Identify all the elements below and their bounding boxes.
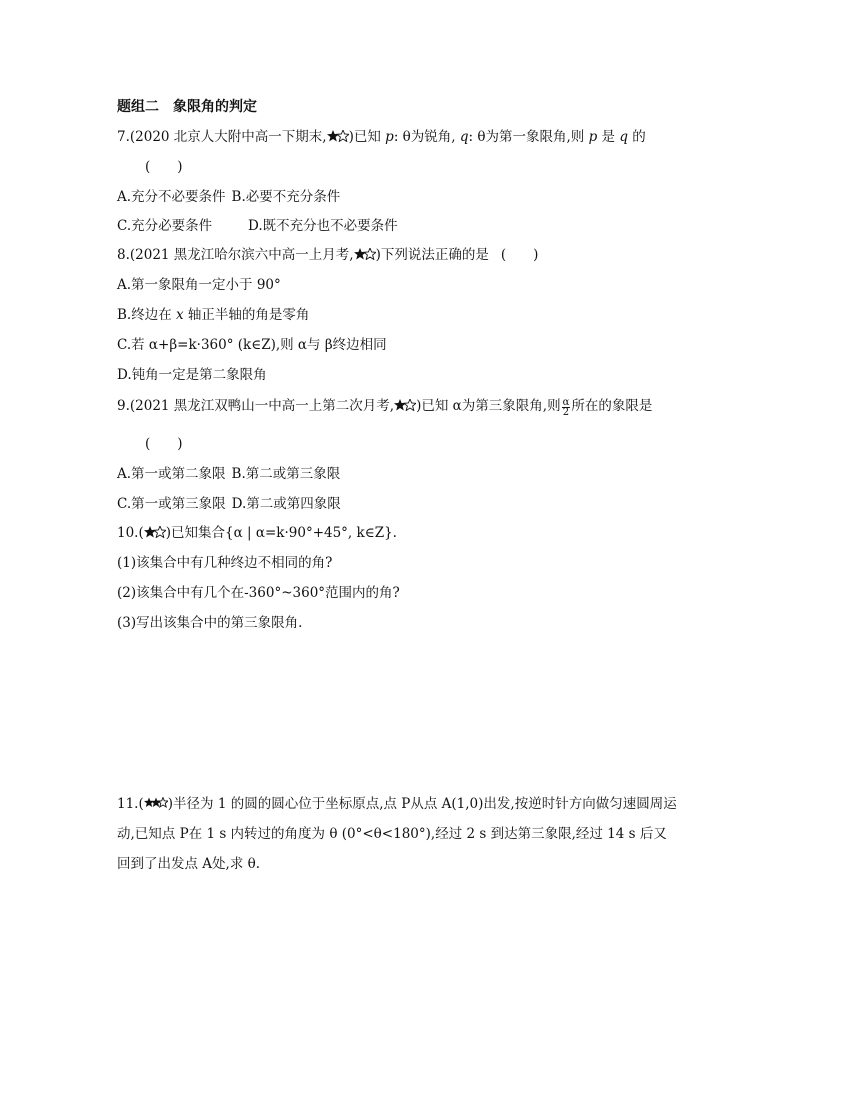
question-7-stem (117, 128, 646, 146)
question-11-line-3: 回到了出发点 A处,求 θ. (117, 856, 261, 872)
question-source: (2020 北京人大附中高一下期末, (129, 129, 327, 145)
question-number: 10. (117, 525, 139, 541)
option-b[interactable]: B.必要不充分条件 (231, 189, 341, 205)
option-b[interactable] (117, 306, 309, 324)
question-number: 9. (117, 398, 130, 414)
stem-text: )半径为 1 的圆的圆心位于坐标原点,点 P从点 A(1,0)出发,按逆时针方向做匀速圆周运 (167, 796, 677, 812)
variable-p: p (385, 129, 394, 145)
variable-p: p (588, 129, 598, 145)
fraction-alpha-over-2 (562, 398, 571, 417)
question-number: 11. (117, 796, 139, 812)
question-10-stem: 10.( )已知集合{α | α=k·90°+45°, k∈Z}. (117, 525, 397, 541)
stem-text: )已知 α为第三象限角,则 (416, 398, 561, 414)
question-number: 7. (117, 129, 130, 145)
fraction-numerator: α (562, 397, 570, 408)
stem-text: 的 (628, 129, 646, 145)
stem-text: 所在的象限是 (571, 398, 653, 414)
answer-blank[interactable]: ( ) (500, 247, 539, 263)
answer-blank[interactable]: ( ) (145, 159, 183, 175)
question-number: 8. (117, 247, 130, 263)
two-star-icon (354, 248, 376, 260)
variable-q: q (459, 129, 469, 145)
variable-x: x (176, 307, 184, 323)
question-9-stem (117, 397, 652, 417)
question-8-stem (117, 246, 538, 264)
option-text: 轴正半轴的角是零角 (183, 307, 310, 323)
sub-question-3: (3)写出该集合中的第三象限角. (117, 615, 303, 631)
two-star-icon (144, 526, 166, 538)
variable-q: q (619, 129, 629, 145)
option-d[interactable]: D.第二或第四象限 (231, 496, 341, 512)
option-text: B.终边在 (117, 307, 177, 323)
option-row (117, 465, 340, 483)
two-star-icon (394, 399, 416, 411)
option-c[interactable]: C.充分必要条件 (117, 218, 213, 234)
stem-text: )已知 (348, 129, 386, 145)
option-a[interactable]: A.第一或第二象限 (117, 466, 226, 482)
option-c[interactable]: C.第一或第三象限 (117, 496, 226, 512)
option-row (117, 188, 340, 206)
question-source: (2021 黑龙江哈尔滨六中高一上月考, (129, 247, 354, 263)
question-source: (2021 黑龙江双鸭山一中高一上第二次月考, (129, 398, 395, 414)
stem-text: : θ为第一象限角,则 (468, 129, 589, 145)
two-star-icon (327, 130, 349, 142)
fraction-denominator: 2 (562, 407, 570, 418)
option-b[interactable]: B.第二或第三象限 (231, 466, 341, 482)
answer-blank[interactable]: ( ) (145, 436, 183, 452)
option-d[interactable]: D.钝角一定是第二象限角 (117, 367, 267, 383)
option-row (117, 217, 398, 235)
section-title: 题组二 象限角的判定 (117, 99, 257, 115)
stem-text: : θ为锐角, (393, 129, 460, 145)
stem-text: 是 (597, 129, 620, 145)
stem-text: )下列说法正确的是 (375, 247, 489, 263)
option-row (117, 495, 341, 513)
option-a[interactable]: A.第一象限角一定小于 90° (117, 277, 281, 293)
question-11-line-1: 11.( )半径为 1 的圆的圆心位于坐标原点,点 P从点 A(1,0)出发,按逆时针方向做匀速圆周运 (117, 796, 677, 812)
option-c[interactable]: C.若 α+β=k·360° (k∈Z),则 α与 β终边相同 (117, 337, 387, 353)
stem-text: )已知集合{α | α=k·90°+45°, k∈Z}. (165, 525, 397, 541)
sub-question-2: (2)该集合中有几个在-360°~360°范围内的角? (117, 585, 400, 601)
three-star-icon (144, 797, 168, 809)
question-11-line-2: 动,已知点 P在 1 s 内转过的角度为 θ (0°<θ<180°),经过 2 s 到达第三象限,经过 14 s 后又 (117, 826, 667, 842)
option-d[interactable]: D.既不充分也不必要条件 (248, 218, 398, 234)
sub-question-1: (1)该集合中有几种终边不相同的角? (117, 555, 333, 571)
option-a[interactable]: A.充分不必要条件 (117, 189, 226, 205)
